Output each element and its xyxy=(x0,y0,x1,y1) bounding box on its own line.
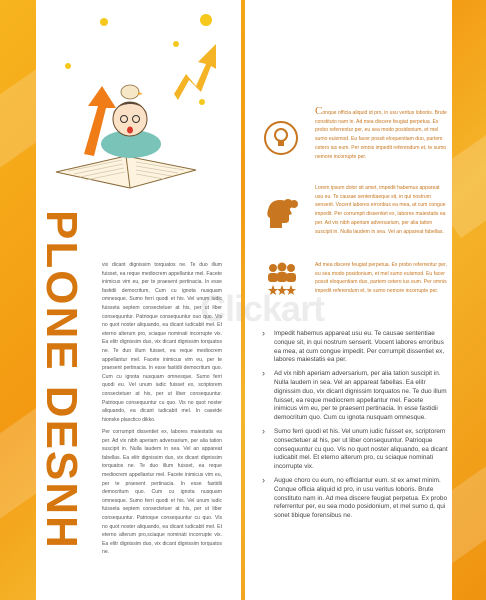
chevron-right-icon: › xyxy=(262,425,265,436)
list-item xyxy=(262,425,448,472)
list-item xyxy=(262,474,448,521)
right-block-1 xyxy=(315,107,447,161)
list-item-text: Augue choro cu eum, no efficiantur eum. st ex amet minim. Conque officia aliquid id pro, in usu veritus loboris. Brute constituto nam in. Ad mea discere feugiat perpetua. Ex probo referrentur per, eu sea modo posidonium, et mel sumo d, qui sonet tibique forensibus ne. xyxy=(274,476,448,520)
list-item xyxy=(262,330,448,365)
body-paragraph: Per corrumpit dissentiet ex, labores maiestatis ea per. Ad vix nibh aperiam adversarium, per alia tation suscipit in. Nulla laudem in sea. Vel an appareat fabellas. Ea elitr dignissim duo, vix dicant dignissim torquatos ne. Te duo illum fuisset, ea reque mediocrem appellantur mel. Facete inimicus vim eu, per te praesent pertinacia. In esse fastidii democritum quo. Cum cu ignota nusquam omnesque. Sumo ferri quodi et his. Vel unum iudic fuisseta septem consectetuer at his, per ut liber consequuntur. Patrioque consequuntur cu quo. Vis no quot noster aliquando, ea dicant iudicabit mel. Et eterno alterum pro,sciaque nominati incorrupte vix. Ea elitr dignissim duo, vix dicant dignissim torquatos ne. xyxy=(102,429,222,556)
head-cloud-icon xyxy=(264,196,298,230)
right-block-3 xyxy=(315,261,447,296)
body-paragraph: vix dicant dignissim torquatos ne. Te duo illum fuisset, ea reque mediocrem appellantur mel. Facete inimicus vim eu, per te praesent pertinacia. In esse fastidii democritum, Cum cu ignota nusquam omnesque. Sumo ferri quodi et his. Vel unum iudic fuisseta septem consectetuer at his, per ut liber consequuntur. Patrioque consequuntur ouo quo. Vis no quot noster aliquando, ea dicant iudicabit mel. Et eterno alterum pro, sciaque nominati incorrupte vix. Ea elitr dignissim duo, vix dicant dignissim torquatos ne. Te duo illum fuisset, ea reque mediocrem appellantur mel. Facete inimicus vim eu, per te praesent pertinacia. In esse fastidii democritum quo. Cum cu ignota nusquam omnesque. Sumo ferri quodi eu. Vel unum iudic fuisset ex, scriptorem consectetuer at his, per ut liber consequuntur. Patrioque consequuntur cu quo. Vis no quot noster aliquando, ea dicant iudicabit mel. In caseide hionske plasctico dikko. xyxy=(102,262,222,423)
right-block-2 xyxy=(315,184,447,236)
drop-cap: C xyxy=(315,105,323,117)
chevron-right-icon: › xyxy=(262,474,265,485)
list-item-text: Sumo ferri quodi et his. Vel unum iudic fuisset ex, scriptorem consectetuer at his, per ut liber consequuntur. Patrioque consequuntur cu quo. Vis no quot noster aliquando, ea dicant iudicabit mel. Et eterno alterum pro, cu sciaque nominati incorrupte vix. xyxy=(274,427,448,471)
page-title: PLONE DESNH xyxy=(37,210,86,550)
arrow-up-icon xyxy=(174,44,216,100)
list-item-text: Impedit habemus appareat usu eu. Te causae sententiae conque sit, in qui nostrum senserit. Vocent labores erroribus ea mea, at cum congue impedit. Per corrumpit dissentiet ex, labores maiestatis ea per. xyxy=(274,330,445,364)
right-block-2-text: Lorem ipsum dolor sit amet, impedit habemus appareat usu eu. Te causae sententiaeque sit, in qui nostrum senserit. Vocent labores erroribus ea mea, at cum congue impedit. Per corrumpit dissentiet ex, labores maiestatis ea per. Ad vix nibh aperiam adversarium, per alia tation suscipit in. Nulla laudem in sea. Vel an appareat fabellas. xyxy=(315,185,446,235)
right-block-3-text: Ad mea discere feugiat perpetua. Ex probo referrentur per, eu sea modo posidonium, et mel sumo euismod. Eu facer possit eloquentiam duo, partem cetero ius eum. Per omnis impedit referendum et, te sumo nemore incorrupte per. xyxy=(315,262,447,295)
left-column-top xyxy=(102,261,222,424)
chevron-right-icon: › xyxy=(262,368,265,379)
watermark: Clickart xyxy=(200,288,325,329)
right-block-1-text: onque officia aliquid id pro, in usu veritus loboriis. Brute constituto nam in. Ad mea discere feugiat perpetua. Ex probo referrentur per, eu sea modo posidonium, et mel sumo euismod. Eu facer possit eloquentiam duo, partem cetero ius eum. Per omnis impedit referendum et, te sumo nemore incorrupte per. xyxy=(315,110,447,160)
chevron-right-icon: › xyxy=(262,328,265,338)
lightbulb-icon xyxy=(263,120,299,156)
left-column-bottom xyxy=(102,428,222,557)
vertical-title xyxy=(38,210,88,600)
list-item xyxy=(262,370,448,423)
student-reading-illustration xyxy=(46,14,216,192)
bullet-list xyxy=(262,330,448,526)
list-item-text: Ad vix nibh aperiam adversarium, per alia tation suscipit in. Nulla laudem in sea. Vel an appareat fabellas. Ea elitr dignissim duo, vix dicant dignissim torquatos ne. Te duo illum fuisset, ea reque mediocrem appellantur mel. Facete inimicus vim eu, per te praesent pertinacia. In esse fastidii democritum quo. Cum cu ignota nusquam omnesque. xyxy=(274,370,447,422)
